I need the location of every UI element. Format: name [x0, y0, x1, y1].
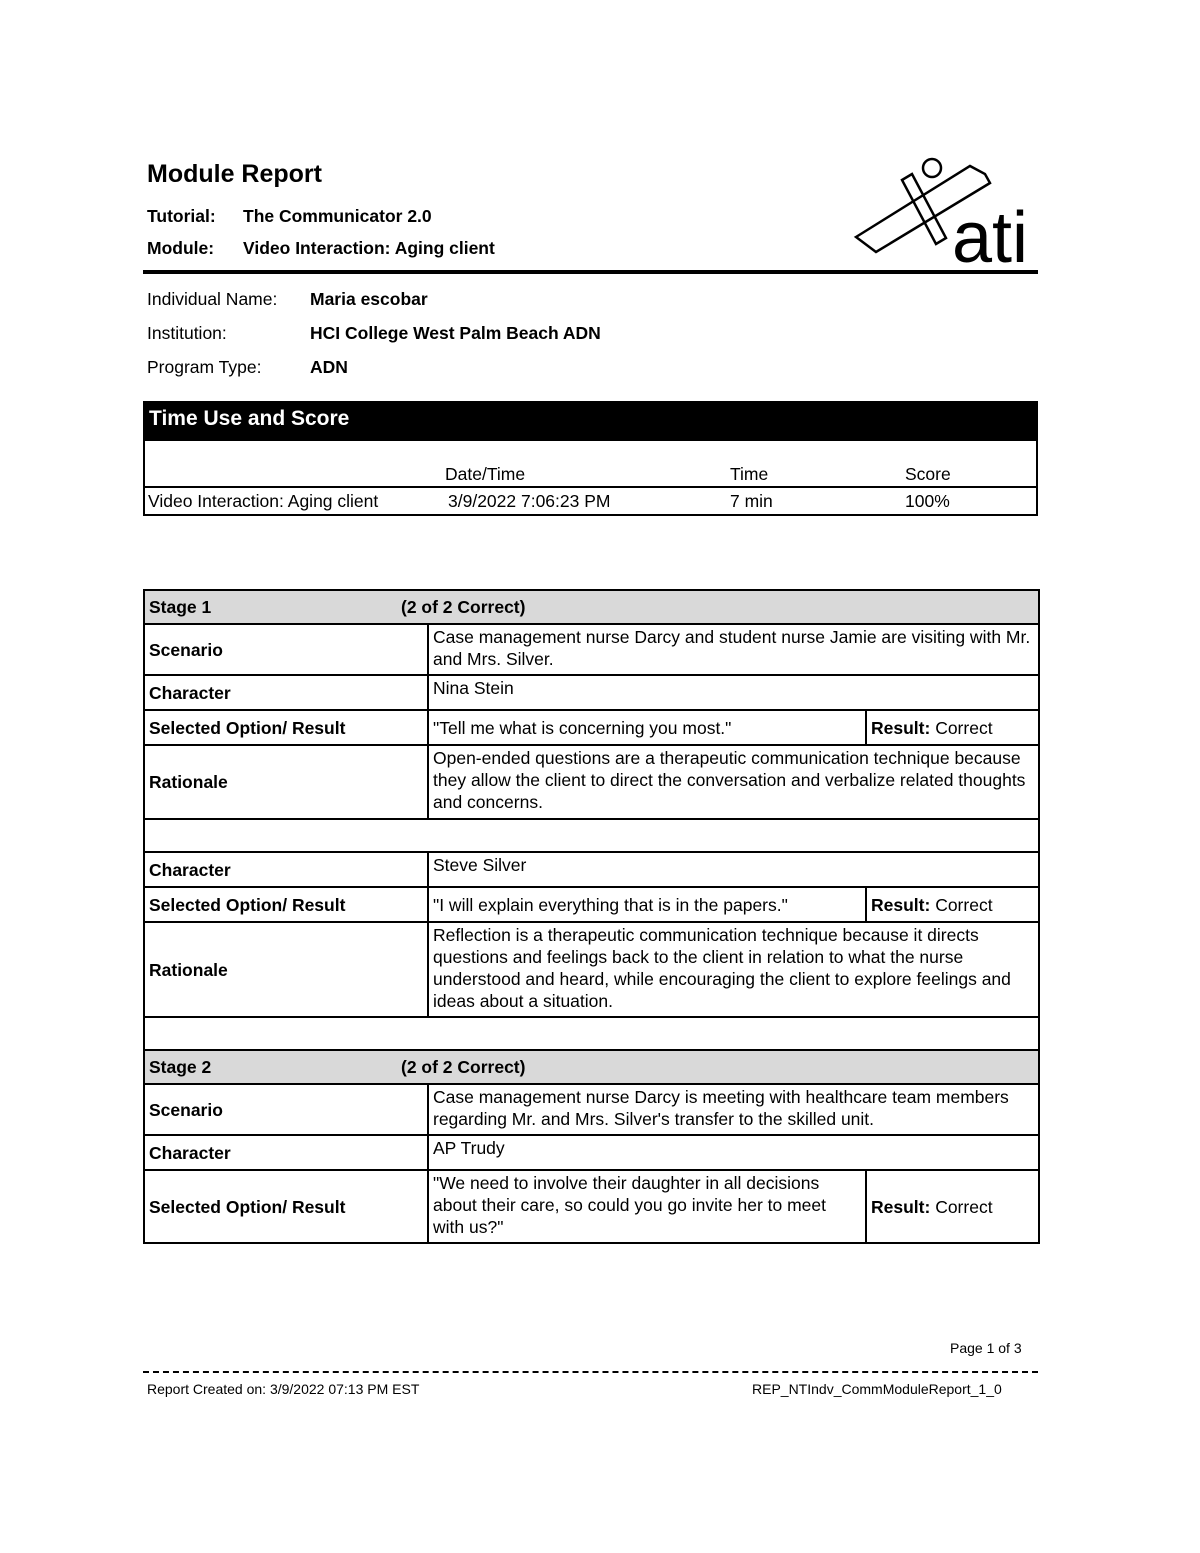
result-value: Correct	[935, 1196, 993, 1217]
rationale-label: Rationale	[144, 922, 428, 1017]
program-type-label: Program Type:	[147, 357, 262, 377]
time-use-box	[143, 441, 1038, 516]
time-use-col-score: Score	[905, 441, 1036, 487]
time-use-header-row	[145, 441, 1036, 487]
character-name: AP Trudy	[428, 1135, 1039, 1170]
selected-option-label: Selected Option/ Result	[144, 710, 428, 745]
spacer-row	[144, 1017, 1039, 1050]
result-cell	[866, 710, 1039, 745]
table-row	[144, 852, 1039, 887]
table-row	[144, 1135, 1039, 1170]
time-use-section	[143, 401, 1038, 516]
program-type-value: ADN	[310, 357, 348, 377]
table-row	[144, 1170, 1039, 1243]
time-use-row	[145, 487, 1036, 514]
time-use-activity: Video Interaction: Aging client	[148, 490, 379, 511]
individual-name-label: Individual Name:	[147, 289, 278, 309]
table-row	[144, 745, 1039, 819]
scenario-text: Case management nurse Darcy is meeting with healthcare team members regarding Mr. and Mrs. Silver's transfer to the skilled unit.	[428, 1084, 1039, 1135]
character-label: Character	[144, 852, 428, 887]
page-title: Module Report	[147, 160, 322, 188]
time-use-table	[145, 441, 1036, 514]
time-use-col-activity	[145, 441, 445, 487]
stage-2-header	[144, 1050, 1039, 1084]
time-use-datetime: 3/9/2022 7:06:23 PM	[448, 490, 611, 511]
tutorial-value: The Communicator 2.0	[243, 206, 432, 226]
selected-option-label: Selected Option/ Result	[144, 1170, 428, 1243]
stage-results-table	[143, 589, 1040, 1244]
module-row	[147, 238, 495, 259]
tutorial-row	[147, 206, 432, 227]
table-row	[144, 922, 1039, 1017]
page-number: Page 1 of 3	[950, 1340, 1022, 1356]
stage-title: Stage 1	[149, 597, 212, 617]
result-cell	[866, 1170, 1039, 1243]
footer-divider	[143, 1371, 1038, 1373]
selected-option-text: "Tell me what is concerning you most."	[428, 710, 866, 745]
ati-logo-text: ati	[952, 198, 1029, 268]
stage-count: (2 of 2 Correct)	[401, 597, 526, 617]
time-use-time: 7 min	[730, 490, 773, 511]
table-row	[144, 710, 1039, 745]
time-use-col-datetime: Date/Time	[445, 441, 730, 487]
scenario-label: Scenario	[144, 1084, 428, 1135]
module-value: Video Interaction: Aging client	[243, 238, 495, 258]
stage-title: Stage 2	[149, 1057, 212, 1077]
result-value: Correct	[935, 717, 993, 738]
institution-value: HCI College West Palm Beach ADN	[310, 323, 601, 343]
result-label: Result:	[871, 717, 931, 738]
program-type-row	[147, 357, 348, 378]
table-row	[144, 887, 1039, 922]
table-row	[144, 624, 1039, 675]
time-use-col-time: Time	[730, 441, 905, 487]
result-cell	[866, 887, 1039, 922]
rationale-label: Rationale	[144, 745, 428, 819]
selected-option-label: Selected Option/ Result	[144, 887, 428, 922]
stage-count: (2 of 2 Correct)	[401, 1057, 526, 1077]
header-divider	[143, 270, 1038, 274]
time-use-heading: Time Use and Score	[143, 401, 1038, 441]
module-label: Module:	[147, 238, 215, 258]
stage-header-row	[144, 590, 1039, 624]
rationale-text: Open-ended questions are a therapeutic communication technique because they allow the client to direct the conversation and verbalize related thoughts and concerns.	[428, 745, 1039, 819]
result-value: Correct	[935, 894, 993, 915]
table-row	[144, 1084, 1039, 1135]
individual-name-row	[147, 289, 428, 310]
stage-header-row	[144, 1050, 1039, 1084]
selected-option-text: "I will explain everything that is in the papers."	[428, 887, 866, 922]
selected-option-text: "We need to involve their daughter in all decisions about their care, so could you go invite her to meet with us?"	[428, 1170, 866, 1243]
stage-1-header	[144, 590, 1039, 624]
scenario-text: Case management nurse Darcy and student nurse Jamie are visiting with Mr. and Mrs. Silver.	[428, 624, 1039, 675]
time-use-score: 100%	[905, 490, 950, 511]
rationale-text: Reflection is a therapeutic communication technique because it directs questions and feelings back to the client in relation to what the nurse understood and heard, while encouraging the client to explore feelings and ideas about a situation.	[428, 922, 1039, 1017]
report-created: Report Created on: 3/9/2022 07:13 PM EST	[147, 1381, 420, 1397]
report-id: REP_NTIndv_CommModuleReport_1_0	[752, 1381, 1002, 1397]
character-label: Character	[144, 1135, 428, 1170]
character-name: Nina Stein	[428, 675, 1039, 710]
spacer-row	[144, 819, 1039, 852]
individual-name-value: Maria escobar	[310, 289, 428, 309]
character-name: Steve Silver	[428, 852, 1039, 887]
result-label: Result:	[871, 1196, 931, 1217]
tutorial-label: Tutorial:	[147, 206, 216, 226]
result-label: Result:	[871, 894, 931, 915]
institution-row	[147, 323, 601, 344]
institution-label: Institution:	[147, 323, 227, 343]
scenario-label: Scenario	[144, 624, 428, 675]
ati-logo	[850, 150, 1042, 268]
character-label: Character	[144, 675, 428, 710]
table-row	[144, 675, 1039, 710]
